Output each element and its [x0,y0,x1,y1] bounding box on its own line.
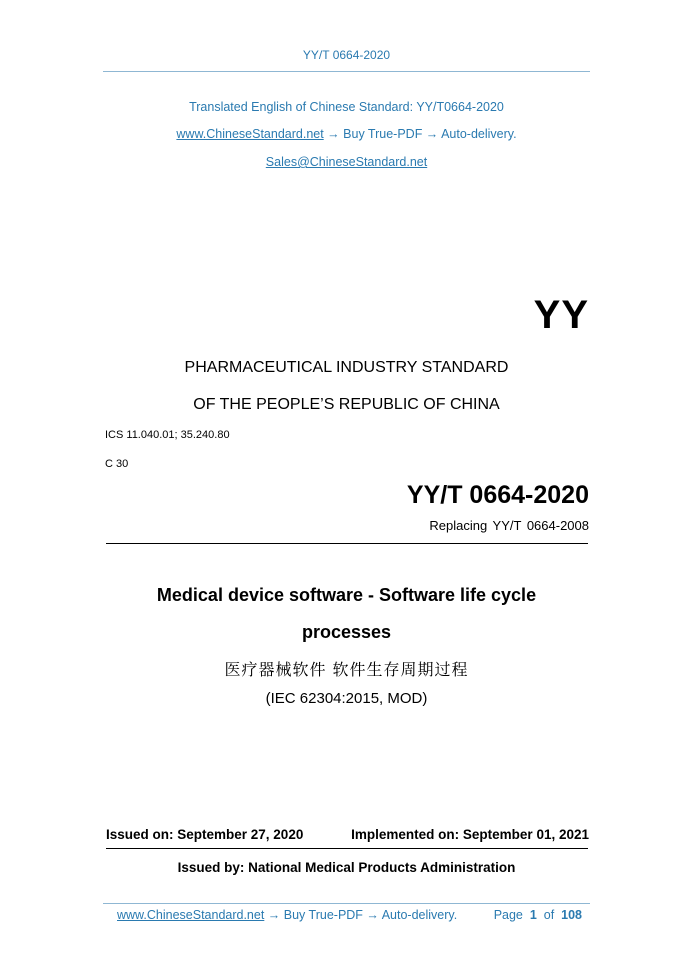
page-of: of [543,908,555,922]
document-title-chinese: 医疗器械软件 软件生存周期过程 [224,660,469,679]
issuer-divider [106,848,588,849]
title-divider [106,543,588,544]
iec-reference: (IEC 62304:2015, MOD) [265,690,428,707]
ics-code: ICS 11.040.01; 35.240.80 [105,429,230,441]
header-divider [103,71,590,72]
page-current: 1 [529,908,537,922]
buy-text: → Buy True-PDF → Auto-delivery. [323,127,517,141]
document-title-line-2: processes [301,622,392,642]
replacing-note: Replacing YY/T 0664-2008 [429,518,589,533]
issued-date: Issued on: September 27, 2020 [106,827,304,842]
industry-line-1: PHARMACEUTICAL INDUSTRY STANDARD [184,359,509,376]
ccs-code: C 30 [105,458,129,470]
standard-logo-text: YY [533,293,589,337]
standard-number: YY/T 0664-2020 [406,481,589,509]
site-link[interactable]: www.ChineseStandard.net [176,127,324,141]
email-line [0,155,693,169]
page-total: 108 [561,908,582,922]
issued-by: Issued by: National Medical Products Administration [177,860,516,875]
page-indicator [494,908,582,922]
footer-divider [103,903,590,904]
footer-site-link[interactable]: www.ChineseStandard.net [117,908,265,922]
footer-buy-text: → Buy True-PDF → Auto-delivery. [264,908,458,922]
running-header: YY/T 0664-2020 [302,48,391,62]
page-label: Page [493,908,523,922]
document-title-line-1: Medical device software - Software life cycle [156,585,537,605]
industry-line-2: OF THE PEOPLE’S REPUBLIC OF CHINA [193,396,500,413]
footer-buy-line [117,908,457,922]
email-link[interactable]: Sales@ChineseStandard.net [265,155,428,169]
translation-notice: Translated English of Chinese Standard: YY/T0664-2020 [189,100,504,114]
buy-line [0,127,693,141]
implemented-date: Implemented on: September 01, 2021 [351,827,589,842]
